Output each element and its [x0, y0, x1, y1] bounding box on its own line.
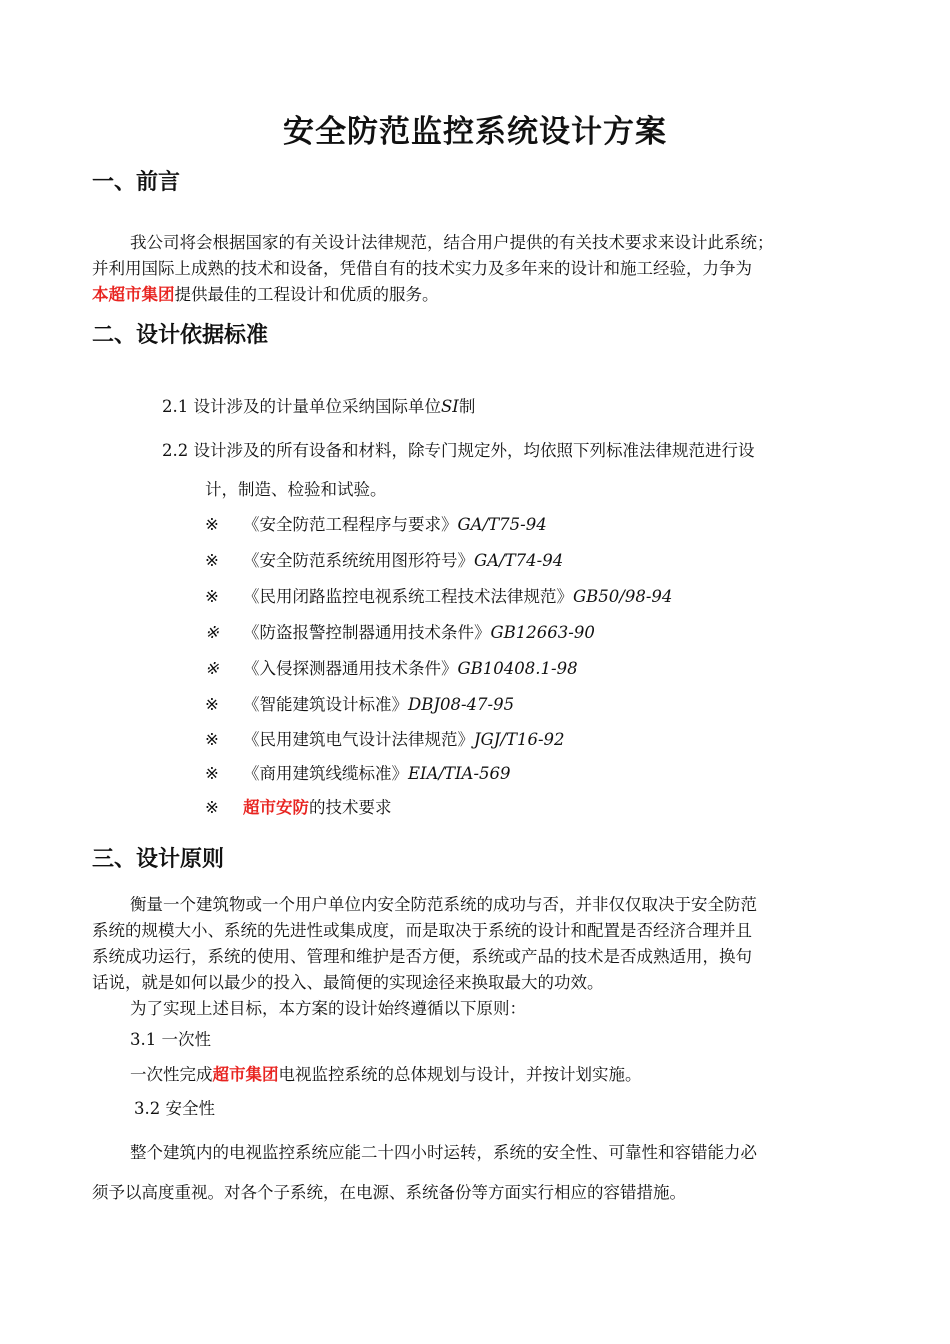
item-2-1-end: 制: [458, 397, 476, 416]
subsection-3-1-title: 一次性: [161, 1030, 211, 1049]
subsection-3-2-line-2: 须予以高度重视。对各个子系统，在电源、系统备份等方面实行相应的容错措施。: [92, 1183, 686, 1202]
section-heading-preface: 一、前言: [92, 170, 181, 195]
principles-goal-line: 为了实现上述目标，本方案的设计始终遵循以下原则：: [130, 999, 526, 1018]
standard-item-security-requirements: [205, 795, 392, 821]
standard-item: [205, 620, 595, 646]
standard-item: [205, 548, 563, 574]
standard-name: 《民用建筑电气设计法律规范》: [243, 730, 474, 749]
item-2-2: [162, 438, 755, 464]
standard-item: [205, 584, 672, 610]
standard-item: [205, 727, 565, 753]
item-2-1-text: 设计涉及的计量单位采纳国际单位: [193, 397, 441, 416]
page-title: 安全防范监控系统设计方案: [283, 114, 667, 150]
standard-item: [205, 656, 578, 682]
reference-mark-icon: ※: [205, 798, 219, 817]
standard-item: [205, 761, 511, 787]
reference-mark-icon: ※: [205, 587, 219, 606]
reference-mark-icon: ※: [205, 764, 219, 783]
subsection-3-1: [130, 1027, 211, 1053]
preface-line-1: 我公司将会根据国家的有关设计法律规范，结合用户提供的有关技术要求来设计此系统；: [130, 233, 774, 252]
standard-code: JGJ/T16-92: [474, 730, 565, 749]
principles-line-1: 衡量一个建筑物或一个用户单位内安全防范系统的成功与否，并非仅仅取决于安全防范: [130, 895, 757, 914]
standard-name: 《防盗报警控制器通用技术条件》: [243, 623, 491, 642]
subsection-3-1-text: [130, 1062, 642, 1088]
subsection-3-2-title: 安全性: [165, 1099, 215, 1118]
principles-paragraph: [92, 892, 862, 1022]
reference-mark-icon: ※: [205, 695, 219, 714]
preface-line-2: 并利用国际上成熟的技术和设备，凭借自有的技术实力及多年来的设计和施工经验，力争为: [92, 259, 752, 278]
reference-mark-icon: ※: [205, 551, 219, 570]
company-name-highlight: 本超市集团: [92, 285, 175, 304]
item-2-1-number: 2.1: [162, 397, 189, 416]
standard-code: DBJ08-47-95: [408, 695, 515, 714]
item-2-2-continued: 计，制造、检验和试验。: [205, 480, 387, 499]
section-heading-principles: 三、设计原则: [92, 847, 225, 872]
reference-mark-icon: ※: [205, 515, 219, 534]
reference-mark-icon: ※: [205, 623, 219, 642]
s31-text-post: 电视监控系统的总体规划与设计，并按计划实施。: [278, 1065, 642, 1084]
principles-line-3: 系统成功运行，系统的使用、管理和维护是否方便，系统或产品的技术是否成熟适用，换句: [92, 947, 752, 966]
section-heading-standards: 二、设计依据标准: [92, 323, 269, 348]
subsection-3-2-line-1: 整个建筑内的电视监控系统应能二十四小时运转，系统的安全性、可靠性和容错能力必: [130, 1143, 757, 1162]
requirements-text: 的技术要求: [309, 798, 392, 817]
standard-item: [205, 692, 514, 718]
preface-line-3-text: 提供最佳的工程设计和优质的服务。: [174, 285, 439, 304]
supermarket-security-highlight: 超市安防: [243, 798, 309, 817]
item-2-1-si: SI: [441, 397, 459, 416]
standard-name: 《安全防范工程程序与要求》: [243, 515, 458, 534]
preface-line-3: [92, 282, 862, 308]
standard-name: 《入侵探测器通用技术条件》: [243, 659, 458, 678]
subsection-3-2: [134, 1096, 215, 1122]
item-2-2-text: 设计涉及的所有设备和材料，除专门规定外，均依照下列标准法律规范进行设: [193, 441, 755, 460]
reference-mark-icon: ※: [205, 659, 219, 678]
standard-code: GA/T74-94: [474, 551, 564, 570]
standard-code: EIA/TIA-569: [408, 764, 511, 783]
item-2-1: [162, 394, 475, 420]
principles-line-2: 系统的规模大小、系统的先进性或集成度，而是取决于系统的设计和配置是否经济合理并且: [92, 921, 752, 940]
standard-code: GB12663-90: [490, 623, 595, 642]
standard-name: 《民用闭路监控电视系统工程技术法律规范》: [243, 587, 573, 606]
s31-text-pre: 一次性完成: [130, 1065, 213, 1084]
reference-mark-icon: ※: [205, 730, 219, 749]
standard-code: GA/T75-94: [457, 515, 547, 534]
standard-name: 《商用建筑线缆标准》: [243, 764, 408, 783]
standard-name: 《安全防范系统统用图形符号》: [243, 551, 474, 570]
principles-line-4: 话说，就是如何以最少的投入、最简便的实现途径来换取最大的功效。: [92, 973, 604, 992]
standard-name: 《智能建筑设计标准》: [243, 695, 408, 714]
subsection-3-1-number: 3.1: [130, 1030, 157, 1049]
standard-code: GB50/98-94: [573, 587, 673, 606]
subsection-3-2-number: 3.2: [134, 1099, 161, 1118]
preface-paragraph: [92, 230, 862, 308]
supermarket-group-highlight: 超市集团: [212, 1065, 279, 1084]
item-2-2-number: 2.2: [162, 441, 189, 460]
standard-item: [205, 512, 547, 538]
standard-code: GB10408.1-98: [457, 659, 578, 678]
